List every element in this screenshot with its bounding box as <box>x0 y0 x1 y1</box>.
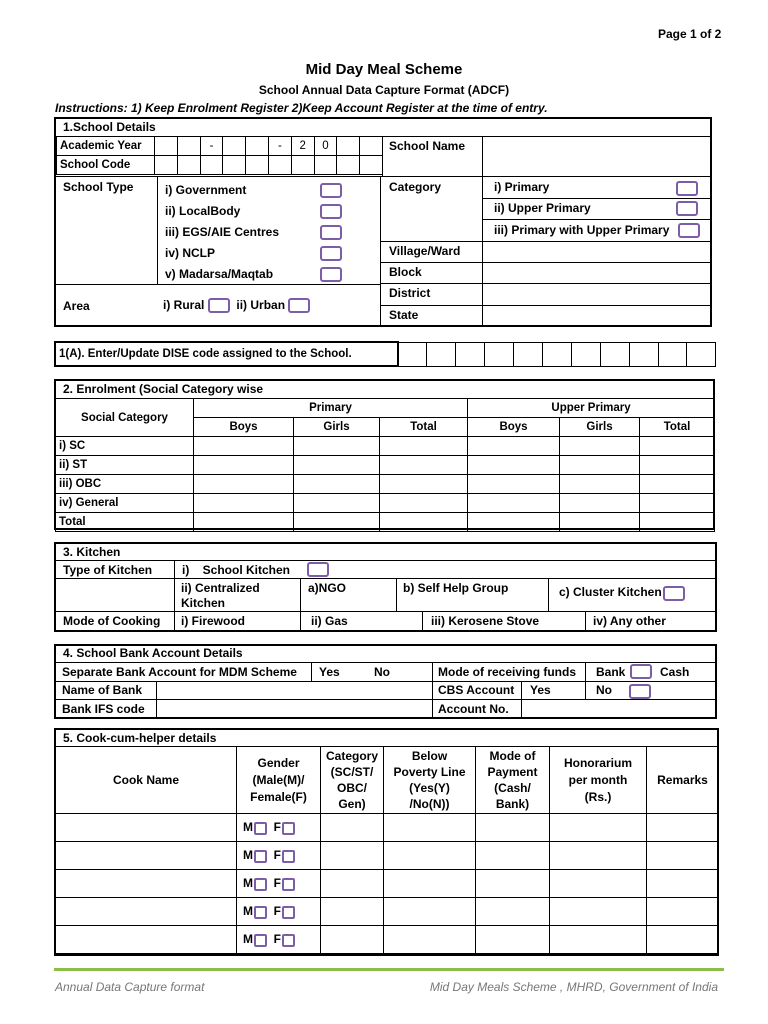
dise-digit[interactable] <box>571 342 600 366</box>
state-label: State <box>389 308 419 322</box>
row-label: i) SC <box>56 437 194 456</box>
school-name-field[interactable] <box>483 137 711 176</box>
category-label: Category <box>389 180 442 194</box>
payment-line: (Cash/ <box>494 781 531 795</box>
cell[interactable] <box>560 475 640 494</box>
cell[interactable] <box>550 842 647 870</box>
row-label: ii) ST <box>56 456 194 475</box>
cook-name-cell[interactable] <box>56 870 237 898</box>
gender-line: Female(F) <box>250 789 307 804</box>
primary-header: Primary <box>194 399 468 418</box>
gender-header <box>237 747 321 814</box>
centralized-label <box>181 581 260 611</box>
account-no-label: Account No. <box>438 702 509 716</box>
total-header: Total <box>640 418 715 437</box>
social-category-header: Social Category <box>56 399 194 437</box>
ay-digit[interactable] <box>177 137 200 156</box>
cell[interactable] <box>468 494 560 513</box>
remarks-header: Remarks <box>647 747 719 814</box>
enrolment-table <box>55 398 715 532</box>
primary-checkbox[interactable] <box>676 181 698 196</box>
cell[interactable] <box>194 494 294 513</box>
school-code-label: School Code <box>57 156 155 175</box>
school-type-option: v) Madarsa/Maqtab <box>165 267 274 281</box>
cell[interactable] <box>194 513 294 532</box>
gas-label: ii) Gas <box>311 614 348 628</box>
payment-line: Mode of <box>489 749 536 763</box>
f-label: F <box>273 848 282 863</box>
cook-name-header: Cook Name <box>56 747 237 814</box>
school-code-digit[interactable] <box>314 156 337 175</box>
cell[interactable] <box>321 898 384 926</box>
table-row <box>56 898 719 926</box>
kitchen-heading: 3. Kitchen <box>63 545 121 559</box>
school-type-option: iv) NCLP <box>165 246 216 260</box>
cell[interactable] <box>380 494 468 513</box>
cell[interactable] <box>647 898 719 926</box>
female-checkbox[interactable] <box>282 850 295 863</box>
school-type-checkboxes <box>320 180 342 285</box>
gender-cell <box>237 898 321 926</box>
cbs-label: CBS Account <box>438 683 515 697</box>
cell[interactable] <box>468 456 560 475</box>
honorarium-line: Honorarium <box>563 755 632 770</box>
female-checkbox[interactable] <box>282 878 295 891</box>
cell[interactable] <box>380 456 468 475</box>
district-label: District <box>389 286 431 300</box>
cell[interactable] <box>321 926 384 954</box>
cell[interactable] <box>640 475 715 494</box>
cell[interactable] <box>384 870 476 898</box>
table-row <box>56 494 715 513</box>
school-type-option: ii) LocalBody <box>165 204 241 218</box>
table-row <box>56 926 719 954</box>
school-code-digit[interactable] <box>223 156 246 175</box>
cell[interactable] <box>384 814 476 842</box>
cell[interactable] <box>640 494 715 513</box>
primary-upper-checkbox[interactable] <box>678 223 700 238</box>
cell[interactable] <box>468 513 560 532</box>
school-kitchen-label: i) School Kitchen <box>182 563 291 577</box>
dise-digit[interactable] <box>427 342 456 366</box>
table-row <box>56 842 719 870</box>
f-label: F <box>273 820 282 835</box>
ifs-field[interactable] <box>157 700 431 717</box>
kitchen-type-label: Type of Kitchen <box>63 563 153 577</box>
m-label: M <box>243 820 253 835</box>
m-label: M <box>243 932 253 947</box>
ay-dash: - <box>200 137 223 156</box>
cell[interactable] <box>294 475 380 494</box>
cell[interactable] <box>294 456 380 475</box>
honorarium-line: (Rs.) <box>584 789 612 804</box>
school-type-option: i) Government <box>165 183 247 197</box>
cell[interactable] <box>476 898 550 926</box>
cell[interactable] <box>560 513 640 532</box>
honorarium-line: per month <box>568 772 628 787</box>
cell[interactable] <box>294 437 380 456</box>
nclp-checkbox[interactable] <box>320 246 342 261</box>
footer-left: Annual Data Capture format <box>55 980 205 994</box>
school-code-digit[interactable] <box>246 156 269 175</box>
ifs-label: Bank IFS code <box>62 702 145 716</box>
cell[interactable] <box>476 814 550 842</box>
boys-header: Boys <box>194 418 294 437</box>
separate-account-label: Separate Bank Account for MDM Scheme <box>62 665 297 679</box>
school-code-digit[interactable] <box>177 156 200 175</box>
other-label: iv) Any other <box>593 614 666 628</box>
cash-option: Cash <box>660 665 690 679</box>
school-code-digit[interactable] <box>360 156 383 175</box>
kerosene-label: iii) Kerosene Stove <box>431 614 540 628</box>
gender-cell <box>237 926 321 954</box>
bpl-header <box>384 747 476 814</box>
total-header: Total <box>380 418 468 437</box>
category-line: (SC/ST/ <box>330 765 374 779</box>
category-upper-primary: ii) Upper Primary <box>494 201 591 215</box>
school-details-heading: 1.School Details <box>63 120 156 134</box>
ay-digit: 2 <box>291 137 314 156</box>
cell[interactable] <box>384 898 476 926</box>
cell[interactable] <box>384 926 476 954</box>
dise-digit[interactable] <box>485 342 514 366</box>
table-row <box>56 437 715 456</box>
cell[interactable] <box>194 437 294 456</box>
ay-digit[interactable] <box>360 137 383 156</box>
egs-checkbox[interactable] <box>320 225 342 240</box>
gender-cell <box>237 870 321 898</box>
government-checkbox[interactable] <box>320 183 342 198</box>
footer-right: Mid Day Meals Scheme , MHRD, Government of India <box>429 980 718 994</box>
school-kitchen-checkbox[interactable] <box>307 562 329 577</box>
cook-name-cell[interactable] <box>56 842 237 870</box>
table-row <box>56 870 719 898</box>
school-code-digit[interactable] <box>268 156 291 175</box>
female-checkbox[interactable] <box>282 822 295 835</box>
cell[interactable] <box>550 814 647 842</box>
localbody-checkbox[interactable] <box>320 204 342 219</box>
cell[interactable] <box>194 475 294 494</box>
cell[interactable] <box>380 437 468 456</box>
school-type-list <box>165 180 279 285</box>
cell[interactable] <box>384 842 476 870</box>
row-label: Total <box>56 513 194 532</box>
school-type-option: iii) EGS/AIE Centres <box>165 225 280 239</box>
centralized-line2: Kitchen <box>181 596 226 610</box>
academic-year-table <box>56 136 383 175</box>
cbs-checkbox[interactable] <box>629 684 651 699</box>
area-options <box>163 298 310 313</box>
cell[interactable] <box>321 842 384 870</box>
cbs-no: No <box>596 683 612 697</box>
m-label: M <box>243 848 253 863</box>
cell[interactable] <box>380 475 468 494</box>
cluster-label: c) Cluster Kitchen <box>559 585 662 599</box>
school-code-digit[interactable] <box>337 156 360 175</box>
school-code-digit[interactable] <box>291 156 314 175</box>
upper-primary-header: Upper Primary <box>468 399 715 418</box>
dise-digit[interactable] <box>398 342 427 366</box>
bpl-line: (Yes(Y) <box>409 781 450 795</box>
dise-digit[interactable] <box>456 342 485 366</box>
urban-label: ii) Urban <box>236 298 286 312</box>
academic-year-label: Academic Year <box>57 137 155 156</box>
school-name-label: School Name <box>389 139 466 153</box>
bpl-line: Poverty Line <box>393 765 466 779</box>
cook-heading: 5. Cook-cum-helper details <box>63 731 217 745</box>
cell[interactable] <box>321 870 384 898</box>
gender-line: (Male(M)/ <box>252 772 305 787</box>
payment-line: Bank) <box>495 797 530 811</box>
category-header <box>321 747 384 814</box>
cell[interactable] <box>294 513 380 532</box>
dise-digit[interactable] <box>658 342 687 366</box>
cell[interactable] <box>640 513 715 532</box>
madarsa-checkbox[interactable] <box>320 267 342 282</box>
instructions: Instructions: 1) Keep Enrolment Register 2)Keep Account Register at the time of entry. <box>55 101 548 115</box>
cell[interactable] <box>647 870 719 898</box>
payment-line: Payment <box>487 765 538 779</box>
dise-label: 1(A). Enter/Update DISE code assigned to the School. <box>55 342 398 366</box>
cell[interactable] <box>550 870 647 898</box>
cell[interactable] <box>550 898 647 926</box>
boys-header: Boys <box>468 418 560 437</box>
table-row <box>56 513 715 532</box>
honorarium-header <box>550 747 647 814</box>
category-line: Gen) <box>338 797 366 811</box>
dise-table <box>54 341 716 367</box>
cell[interactable] <box>476 842 550 870</box>
rural-checkbox[interactable] <box>208 298 230 313</box>
cell[interactable] <box>550 926 647 954</box>
male-checkbox[interactable] <box>254 850 267 863</box>
bank-heading: 4. School Bank Account Details <box>63 646 243 660</box>
ngo-label: a)NGO <box>308 581 347 595</box>
school-code-digit[interactable] <box>200 156 223 175</box>
cell[interactable] <box>647 926 719 954</box>
firewood-label: i) Firewood <box>181 614 245 628</box>
m-label: M <box>243 876 253 891</box>
school-code-digit[interactable] <box>155 156 178 175</box>
centralized-line1: ii) Centralized <box>181 581 260 595</box>
cook-table <box>55 746 719 954</box>
rural-label: i) Rural <box>163 298 205 312</box>
payment-header <box>476 747 550 814</box>
page-number: Page 1 of 2 <box>658 27 722 41</box>
mode-funds-label: Mode of receiving funds <box>438 665 577 679</box>
bank-checkbox[interactable] <box>630 664 652 679</box>
row-label: iii) OBC <box>56 475 194 494</box>
gender-cell <box>237 814 321 842</box>
bpl-line: Below <box>411 749 448 763</box>
f-label: F <box>273 904 282 919</box>
girls-header: Girls <box>560 418 640 437</box>
cook-name-cell[interactable] <box>56 814 237 842</box>
cell[interactable] <box>321 814 384 842</box>
cbs-yes: Yes <box>530 683 551 697</box>
female-checkbox[interactable] <box>282 934 295 947</box>
f-label: F <box>273 932 282 947</box>
cell[interactable] <box>194 456 294 475</box>
ay-digit[interactable] <box>246 137 269 156</box>
cell[interactable] <box>294 494 380 513</box>
shg-label: b) Self Help Group <box>403 581 509 595</box>
area-label: Area <box>63 299 90 313</box>
male-checkbox[interactable] <box>254 934 267 947</box>
account-no-field[interactable] <box>522 700 715 717</box>
dise-digit[interactable] <box>687 342 716 366</box>
bank-option: Bank <box>596 665 626 679</box>
gender-line: Gender <box>257 755 300 770</box>
girls-header: Girls <box>294 418 380 437</box>
cell[interactable] <box>560 437 640 456</box>
male-checkbox[interactable] <box>254 878 267 891</box>
dise-digit[interactable] <box>600 342 629 366</box>
footer-divider <box>54 968 724 971</box>
urban-checkbox[interactable] <box>288 298 310 313</box>
upper-primary-checkbox[interactable] <box>676 201 698 216</box>
dise-digit[interactable] <box>542 342 571 366</box>
category-primary-upper: iii) Primary with Upper Primary <box>494 223 670 237</box>
separate-yes: Yes <box>319 665 340 679</box>
female-checkbox[interactable] <box>282 906 295 919</box>
ay-digit[interactable] <box>337 137 360 156</box>
table-row <box>56 814 719 842</box>
table-row <box>56 456 715 475</box>
bpl-line: /No(N)) <box>409 797 450 811</box>
ay-digit: 0 <box>314 137 337 156</box>
school-type-label: School Type <box>63 180 134 194</box>
m-label: M <box>243 904 253 919</box>
cell[interactable] <box>640 456 715 475</box>
cooking-mode-label: Mode of Cooking <box>63 614 161 628</box>
gender-cell <box>237 842 321 870</box>
category-primary: i) Primary <box>494 180 550 194</box>
ay-digit[interactable] <box>155 137 178 156</box>
ay-dash: - <box>268 137 291 156</box>
cell[interactable] <box>380 513 468 532</box>
cell[interactable] <box>468 437 560 456</box>
male-checkbox[interactable] <box>254 906 267 919</box>
cell[interactable] <box>647 842 719 870</box>
page-subtitle: School Annual Data Capture Format (ADCF) <box>258 83 510 97</box>
dise-digit[interactable] <box>629 342 658 366</box>
cell[interactable] <box>476 870 550 898</box>
cook-name-cell[interactable] <box>56 898 237 926</box>
row-label: iv) General <box>56 494 194 513</box>
village-label: Village/Ward <box>389 244 461 258</box>
category-line: OBC/ <box>337 781 367 795</box>
category-line: Category <box>325 749 378 763</box>
dise-digit[interactable] <box>514 342 543 366</box>
ay-digit[interactable] <box>223 137 246 156</box>
cell[interactable] <box>560 456 640 475</box>
f-label: F <box>273 876 282 891</box>
cell[interactable] <box>560 494 640 513</box>
table-row <box>56 475 715 494</box>
cluster-checkbox[interactable] <box>663 586 685 601</box>
cell[interactable] <box>476 926 550 954</box>
page-title: Mid Day Meal Scheme <box>305 61 463 78</box>
cell[interactable] <box>640 437 715 456</box>
bank-name-label: Name of Bank <box>62 683 143 697</box>
cook-name-cell[interactable] <box>56 926 237 954</box>
block-label: Block <box>389 265 422 279</box>
cell[interactable] <box>468 475 560 494</box>
enrolment-heading: 2. Enrolment (Social Category wise <box>63 382 264 396</box>
bank-name-field[interactable] <box>157 682 431 699</box>
cell[interactable] <box>647 814 719 842</box>
separate-no: No <box>374 665 390 679</box>
male-checkbox[interactable] <box>254 822 267 835</box>
